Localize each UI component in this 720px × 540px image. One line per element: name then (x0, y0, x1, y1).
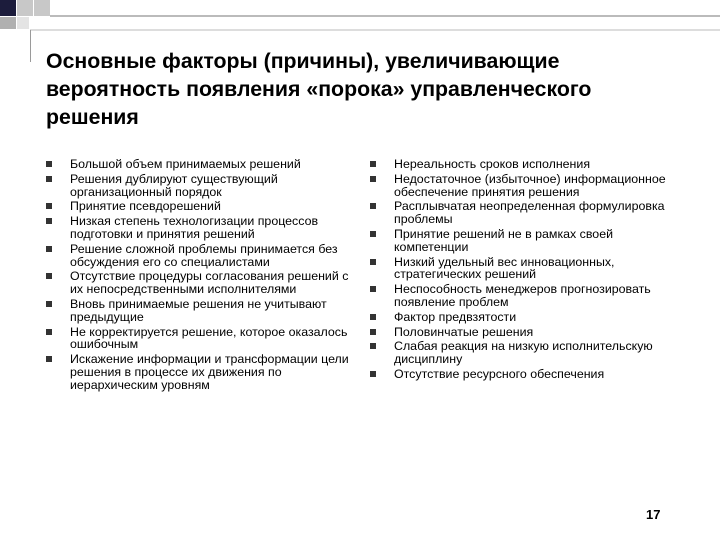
square-bullet-icon (46, 273, 52, 279)
list-item (370, 340, 675, 366)
list-item-text: Фактор предвзятости (394, 309, 517, 324)
square-bullet-icon (370, 286, 376, 292)
list-item-text: Искажение информации и трансформации цели решения в процессе их движения по иерархическим уровням (70, 352, 349, 392)
list-item (46, 298, 351, 324)
square-bullet-icon (370, 371, 376, 377)
list-item (370, 228, 675, 254)
right-factor-list (370, 158, 675, 383)
list-item-text: Не корректируется решение, которое оказалось ошибочным (70, 324, 348, 352)
square-bullet-icon (370, 231, 376, 237)
square-bullet-icon (46, 246, 52, 252)
list-item-text: Низкая степень технологизации процессов подготовки и принятия решений (70, 214, 319, 241)
square-bullet-icon (46, 161, 52, 167)
list-item-text: Неспособность менеджеров прогнозировать появление проблем (394, 282, 651, 309)
list-item (46, 326, 351, 352)
list-item (46, 173, 351, 199)
square-bullet-icon (46, 301, 52, 307)
list-item-text: Недостаточное (избыточное) информационное обеспечение принятия решения (394, 171, 666, 199)
left-factor-list (46, 158, 351, 394)
list-item-text: Половинчатые решения (394, 324, 534, 339)
square-bullet-icon (46, 356, 52, 362)
list-item (370, 158, 675, 171)
list-item (46, 200, 351, 213)
list-item-text: Отсутствие ресурсного обеспечения (394, 366, 605, 381)
header-decoration (0, 0, 720, 50)
list-item (370, 200, 675, 226)
square-bullet-icon (370, 176, 376, 182)
list-item-text: Нереальность сроков исполнения (394, 157, 591, 171)
list-item (46, 243, 351, 269)
list-item (370, 173, 675, 199)
list-item (370, 368, 675, 381)
square-bullet-icon (370, 203, 376, 209)
page-number: 17 (646, 507, 661, 522)
list-item (370, 256, 675, 282)
square-bullet-icon (46, 329, 52, 335)
list-item-text: Принятие решений не в рамках своей компетенции (394, 226, 614, 254)
decoration-line (30, 30, 31, 62)
square-bullet-icon (370, 259, 376, 265)
list-item (46, 158, 351, 171)
square-bullet-icon (370, 343, 376, 349)
list-item (370, 311, 675, 324)
list-item (370, 283, 675, 309)
slide-title: Основные факторы (причины), увеличивающие вероятность появления «порока» управленческого решения (46, 49, 592, 129)
list-item (370, 326, 675, 339)
square-bullet-icon (370, 329, 376, 335)
list-item (46, 353, 351, 391)
list-item-text: Расплывчатая неопределенная формулировка проблемы (394, 199, 665, 227)
list-item-text: Низкий удельный вес инновационных, стратегических решений (394, 254, 615, 282)
square-bullet-icon (46, 176, 52, 182)
list-item-text: Решения дублируют существующий организационный порядок (70, 171, 278, 199)
list-item (46, 215, 351, 241)
list-item (46, 270, 351, 296)
square-bullet-icon (370, 314, 376, 320)
list-item-text: Отсутствие процедуры согласования решений с их непосредственными исполнителями (70, 269, 349, 297)
square-bullet-icon (46, 203, 52, 209)
list-item-text: Принятие псевдорешений (70, 199, 221, 214)
list-item-text: Вновь принимаемые решения не учитывают предыдущие (70, 296, 327, 324)
list-item-text: Решение сложной проблемы принимается без обсуждения его со специалистами (70, 241, 338, 269)
square-bullet-icon (46, 218, 52, 224)
list-item-text: Большой объем принимаемых решений (70, 157, 301, 171)
list-item-text: Слабая реакция на низкую исполнительскую дисциплину (394, 339, 653, 367)
square-bullet-icon (370, 161, 376, 167)
